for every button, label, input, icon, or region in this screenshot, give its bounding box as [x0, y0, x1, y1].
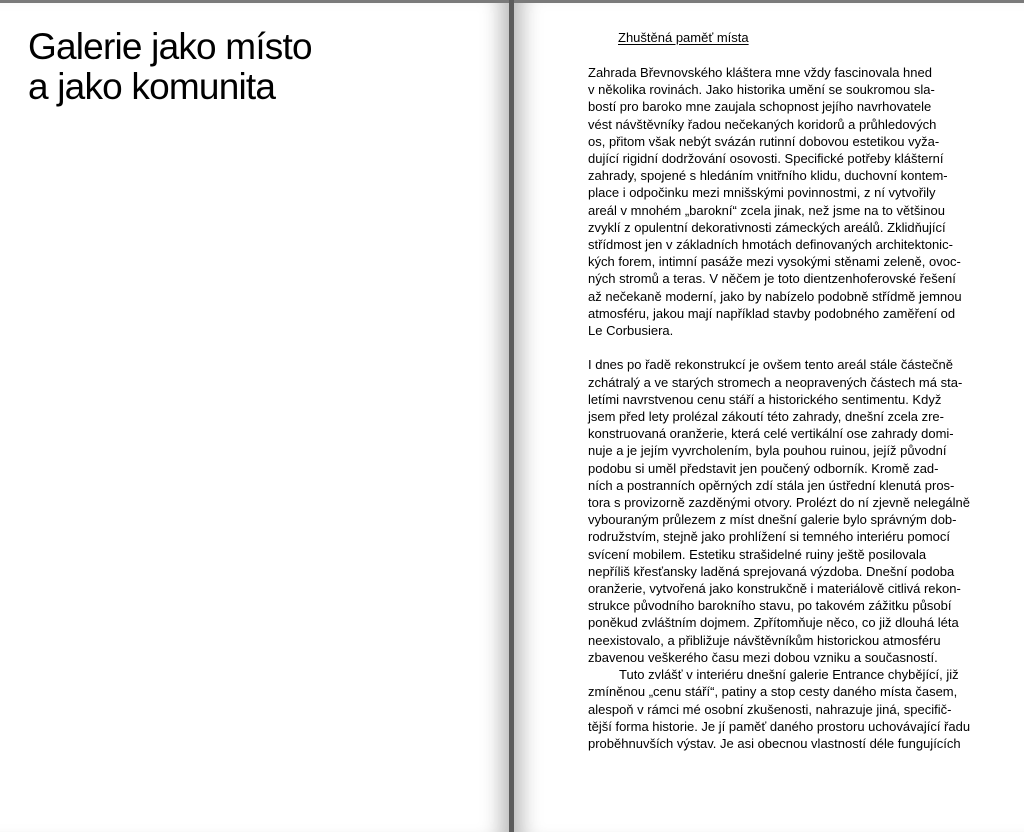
text-line: proběhnuvších výstav. Je asi obecnou vlastností déle fungujících — [588, 735, 961, 751]
text-line: jsem před lety prolézal zákoutí této zahrady, dnešní zcela zre- — [588, 409, 944, 425]
text-line: vybouraným průlezem z míst dnešní galerie bylo správným dob- — [588, 512, 957, 528]
text-line: ních a postranních opěrných zdí stála jen ústřední klenutá pros- — [588, 477, 955, 493]
text-line: rodružstvím, stejně jako prohlížení si temného interiéru pomocí — [588, 529, 951, 545]
paragraph-2 — [588, 356, 1008, 666]
text-line: až nečekaně moderní, jako by nabízelo podobně střídmě jemnou — [588, 288, 962, 304]
text-line: neexistovalo, a přibližuje návštěvníkům historickou atmosféru — [588, 632, 941, 648]
text-line: svícení mobilem. Estetiku strašidelné ruiny ještě posilovala — [588, 546, 927, 562]
text-line: tější forma historie. Je jí paměť daného prostoru uchovávající řadu — [588, 718, 971, 734]
text-line: bostí pro baroko mne zaujala schopnost jejího navrhovatele — [588, 99, 932, 115]
text-line: nuje a je jejím vyvrcholením, byla pouhou ruinou, jejíž původní — [588, 443, 947, 459]
paragraph-3 — [588, 666, 1008, 752]
text-line: I dnes po řadě rekonstrukcí je ovšem tento areál stále částečně — [588, 357, 953, 373]
text-line: strukce původního barokního stavu, po takovém zážitku působí — [588, 598, 952, 614]
text-line: tora s provizorně zazděnými otvory. Prolézt do ní zjevně nelegálně — [588, 495, 971, 511]
text-line: place i odpočinku mezi mnišskými povinnostmi, z ní vytvořily — [588, 185, 936, 201]
text-line: zbavenou veškerého času mezi dobou vzniku a současností. — [588, 649, 938, 665]
text-line: Le Corbusiera. — [588, 323, 674, 339]
text-line: zmíněnou „cenu stáří“, patiny a stop cesty daného místa časem, — [588, 684, 958, 700]
text-line: podobu si uměl představit jen poučený odborník. Kromě zad- — [588, 460, 939, 476]
text-line: Tuto zvlášť v interiéru dnešní galerie Entrance chybějící, již — [619, 667, 959, 683]
text-line: oranžerie, vytvořená jako konstrukčně i materiálově citlivá rekon- — [588, 581, 961, 597]
text-line: zvyklí z opulentní dekorativnosti zámeckých areálů. Zklidňující — [588, 219, 946, 235]
chapter-title-line: a jako komunita — [28, 66, 276, 107]
text-line: zchátralý a ve starých stromech a neopravených částech má sta- — [588, 374, 963, 390]
text-line: dující rigidní dodržování osovosti. Specifické potřeby klášterní — [588, 151, 944, 167]
text-line: kých forem, intimní pasáže mezi vysokými stěnami zeleně, ovoc- — [588, 254, 961, 270]
chapter-title-line: Galerie jako místo — [28, 26, 312, 67]
text-line: ných stromů a teras. V něčem je toto dientzenhoferovské řešení — [588, 271, 956, 287]
text-line: nepříliš křesťansky laděná sprejovaná výzdoba. Dnešní podoba — [588, 563, 955, 579]
text-line: vést návštěvníky řadou nečekaných koridorů a průhledových — [588, 116, 937, 132]
text-line: střídmost jen v základních hmotách definovaných architektonic- — [588, 237, 953, 253]
text-line: atmosféru, jakou mají například stavby podobného zaměření od — [588, 305, 956, 321]
section-heading: Zhuštěná paměť místa — [618, 30, 749, 45]
right-page — [514, 3, 1024, 832]
text-line: v několika rovinách. Jako historika umění se soukromou sla- — [588, 82, 935, 98]
text-line: areál v mnohém „barokní“ zcela jinak, než jsme na to většinou — [588, 202, 945, 218]
text-line: os, přitom však nebýt svázán rutinní dobovou estetikou vyža- — [588, 133, 940, 149]
text-line: zahrady, spojené s hledáním vnitřního klidu, duchovní kontem- — [588, 168, 948, 184]
text-line: alespoň v rámci mé osobní zkušenosti, nahrazuje jiná, specifič- — [588, 701, 952, 717]
left-page — [0, 3, 509, 832]
paragraph-1 — [588, 64, 1008, 339]
text-line: letími navrstvenou cenu stáří a historického sentimentu. Když — [588, 391, 942, 407]
body-text — [588, 64, 1008, 752]
text-line: konstruovaná oranžerie, která celé vertikální ose zahrady domi- — [588, 426, 954, 442]
text-line: Zahrada Břevnovského kláštera mne vždy fascinovala hned — [588, 65, 932, 80]
chapter-title — [28, 27, 488, 107]
text-line: poněkud zvláštním dojmem. Zpřítomňuje něco, co již dlouhá léta — [588, 615, 959, 631]
